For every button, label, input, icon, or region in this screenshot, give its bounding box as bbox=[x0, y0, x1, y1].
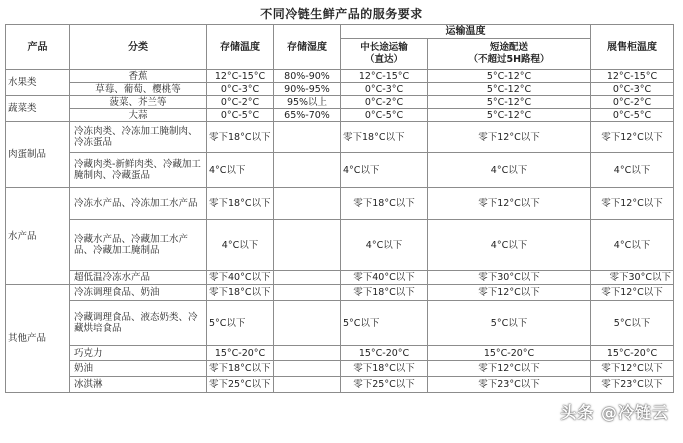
mid-long-cell: 零下25°C以下 bbox=[341, 377, 428, 393]
display-cell: 15°C-20°C bbox=[591, 346, 674, 361]
storage-temp-cell: 零下18°C以下 bbox=[207, 361, 274, 377]
storage-temp-cell: 4°C以下 bbox=[207, 153, 274, 188]
mid-long-cell: 4°C以下 bbox=[341, 153, 428, 188]
storage-humidity-cell bbox=[274, 361, 341, 377]
storage-humidity-cell: 95%以上 bbox=[274, 96, 341, 109]
storage-humidity-cell: 65%-70% bbox=[274, 109, 341, 122]
table-row bbox=[6, 346, 674, 361]
storage-temp-cell: 0°C-3°C bbox=[207, 83, 274, 96]
storage-humidity-cell bbox=[274, 377, 341, 393]
product-cell: 水产品 bbox=[6, 188, 70, 285]
storage-humidity-cell bbox=[274, 122, 341, 153]
table-row bbox=[6, 377, 674, 393]
storage-temp-cell: 零下40°C以下 bbox=[207, 271, 274, 285]
short-cell: 5°C-12°C bbox=[428, 109, 591, 122]
category-cell: 冷藏肉类-新鲜肉类、冷藏加工腌制肉、冷藏蛋品 bbox=[70, 153, 207, 188]
mid-long-cell: 0°C-2°C bbox=[341, 96, 428, 109]
table-row bbox=[6, 361, 674, 377]
cold-chain-table bbox=[5, 24, 674, 393]
display-cell: 零下12°C以下 bbox=[591, 122, 674, 153]
storage-temp-cell: 零下18°C以下 bbox=[207, 188, 274, 220]
header-product: 产品 bbox=[6, 25, 70, 70]
display-cell: 零下30°C以下 bbox=[591, 271, 674, 285]
header-mid-long-label: 中长途运输 bbox=[360, 42, 408, 53]
storage-temp-cell: 0°C-5°C bbox=[207, 109, 274, 122]
category-cell: 冷冻水产品、冷冻加工水产品 bbox=[70, 188, 207, 220]
category-cell: 大蒜 bbox=[70, 109, 207, 122]
storage-temp-cell: 4°C以下 bbox=[207, 220, 274, 271]
category-cell: 冷藏调理食品、液态奶类、冷藏烘培食品 bbox=[70, 301, 207, 346]
display-cell: 0°C-3°C bbox=[591, 83, 674, 96]
storage-humidity-cell: 90%-95% bbox=[274, 83, 341, 96]
category-cell: 草莓、葡萄、樱桃等 bbox=[70, 83, 207, 96]
mid-long-cell: 4°C以下 bbox=[341, 220, 428, 271]
header-storage-humidity: 存储湿度 bbox=[274, 25, 341, 70]
short-cell: 5°C-12°C bbox=[428, 96, 591, 109]
table-row bbox=[6, 271, 674, 285]
short-cell: 5°C-12°C bbox=[428, 83, 591, 96]
header-short-sub: （不超过5H路程） bbox=[468, 54, 550, 65]
storage-temp-cell: 零下25°C以下 bbox=[207, 377, 274, 393]
storage-temp-cell: 5°C以下 bbox=[207, 301, 274, 346]
product-cell: 肉蛋制品 bbox=[6, 122, 70, 188]
display-cell: 0°C-5°C bbox=[591, 109, 674, 122]
storage-temp-cell: 15°C-20°C bbox=[207, 346, 274, 361]
display-cell: 零下12°C以下 bbox=[591, 188, 674, 220]
mid-long-cell: 零下18°C以下 bbox=[341, 361, 428, 377]
table-row bbox=[6, 109, 674, 122]
short-cell: 零下12°C以下 bbox=[428, 361, 591, 377]
product-cell: 其他产品 bbox=[6, 285, 70, 393]
display-cell: 4°C以下 bbox=[591, 220, 674, 271]
storage-humidity-cell bbox=[274, 285, 341, 301]
display-cell: 12°C-15°C bbox=[591, 70, 674, 83]
short-cell: 15°C-20°C bbox=[428, 346, 591, 361]
display-cell: 零下12°C以下 bbox=[591, 285, 674, 301]
mid-long-cell: 0°C-3°C bbox=[341, 83, 428, 96]
category-cell: 奶油 bbox=[70, 361, 207, 377]
short-cell: 零下12°C以下 bbox=[428, 188, 591, 220]
display-cell: 0°C-2°C bbox=[591, 96, 674, 109]
storage-humidity-cell bbox=[274, 188, 341, 220]
category-cell: 菠菜、芥兰等 bbox=[70, 96, 207, 109]
short-cell: 5°C-12°C bbox=[428, 70, 591, 83]
storage-temp-cell: 零下18°C以下 bbox=[207, 122, 274, 153]
storage-humidity-cell bbox=[274, 346, 341, 361]
mid-long-cell: 零下18°C以下 bbox=[341, 122, 428, 153]
storage-humidity-cell bbox=[274, 220, 341, 271]
table-row bbox=[6, 220, 674, 271]
storage-humidity-cell: 80%-90% bbox=[274, 70, 341, 83]
header-display-temp: 展售柜温度 bbox=[591, 25, 674, 70]
mid-long-cell: 12°C-15°C bbox=[341, 70, 428, 83]
table-row bbox=[6, 96, 674, 109]
mid-long-cell: 零下18°C以下 bbox=[341, 285, 428, 301]
category-cell: 巧克力 bbox=[70, 346, 207, 361]
header-category: 分类 bbox=[70, 25, 207, 70]
table-title: 不同冷链生鲜产品的服务要求 bbox=[260, 7, 423, 21]
short-cell: 5°C以下 bbox=[428, 301, 591, 346]
category-cell: 冷藏水产品、冷藏加工水产品、冷藏加工腌制品 bbox=[70, 220, 207, 271]
mid-long-cell: 5°C以下 bbox=[341, 301, 428, 346]
short-cell: 4°C以下 bbox=[428, 220, 591, 271]
short-cell: 零下23°C以下 bbox=[428, 377, 591, 393]
display-cell: 零下12°C以下 bbox=[591, 361, 674, 377]
table-row bbox=[6, 188, 674, 220]
table-row bbox=[6, 83, 674, 96]
table-row bbox=[6, 285, 674, 301]
watermark: 头条 @冷链云 bbox=[560, 403, 669, 422]
table-row bbox=[6, 70, 674, 83]
category-cell: 冷冻肉类、冷冻加工腌制肉、冷冻蛋品 bbox=[70, 122, 207, 153]
category-cell: 香蕉 bbox=[70, 70, 207, 83]
storage-humidity-cell bbox=[274, 301, 341, 346]
short-cell: 零下12°C以下 bbox=[428, 122, 591, 153]
mid-long-cell: 15°C-20°C bbox=[341, 346, 428, 361]
short-cell: 4°C以下 bbox=[428, 153, 591, 188]
category-cell: 冷冻调理食品、奶油 bbox=[70, 285, 207, 301]
storage-temp-cell: 零下18°C以下 bbox=[207, 285, 274, 301]
storage-temp-cell: 0°C-2°C bbox=[207, 96, 274, 109]
product-cell: 水果类 bbox=[6, 70, 70, 96]
display-cell: 5°C以下 bbox=[591, 301, 674, 346]
header-row-1 bbox=[6, 25, 674, 39]
storage-humidity-cell bbox=[274, 153, 341, 188]
category-cell: 超低温冷冻水产品 bbox=[70, 271, 207, 285]
header-short-label: 短途配送 bbox=[489, 42, 528, 53]
header-short bbox=[428, 39, 591, 70]
storage-humidity-cell bbox=[274, 271, 341, 285]
storage-temp-cell: 12°C-15°C bbox=[207, 70, 274, 83]
mid-long-cell: 0°C-5°C bbox=[341, 109, 428, 122]
short-cell: 零下30°C以下 bbox=[428, 271, 591, 285]
mid-long-cell: 零下18°C以下 bbox=[341, 188, 428, 220]
table-row bbox=[6, 122, 674, 153]
product-cell: 蔬菜类 bbox=[6, 96, 70, 122]
table-row bbox=[6, 153, 674, 188]
header-mid-long bbox=[341, 39, 428, 70]
category-cell: 冰淇淋 bbox=[70, 377, 207, 393]
display-cell: 4°C以下 bbox=[591, 153, 674, 188]
header-storage-temp: 存储温度 bbox=[207, 25, 274, 70]
header-mid-long-sub: （直达） bbox=[364, 54, 403, 65]
short-cell: 零下12°C以下 bbox=[428, 285, 591, 301]
mid-long-cell: 零下40°C以下 bbox=[341, 271, 428, 285]
header-transport-temp: 运输温度 bbox=[341, 25, 591, 39]
table-row bbox=[6, 301, 674, 346]
display-cell: 零下23°C以下 bbox=[591, 377, 674, 393]
